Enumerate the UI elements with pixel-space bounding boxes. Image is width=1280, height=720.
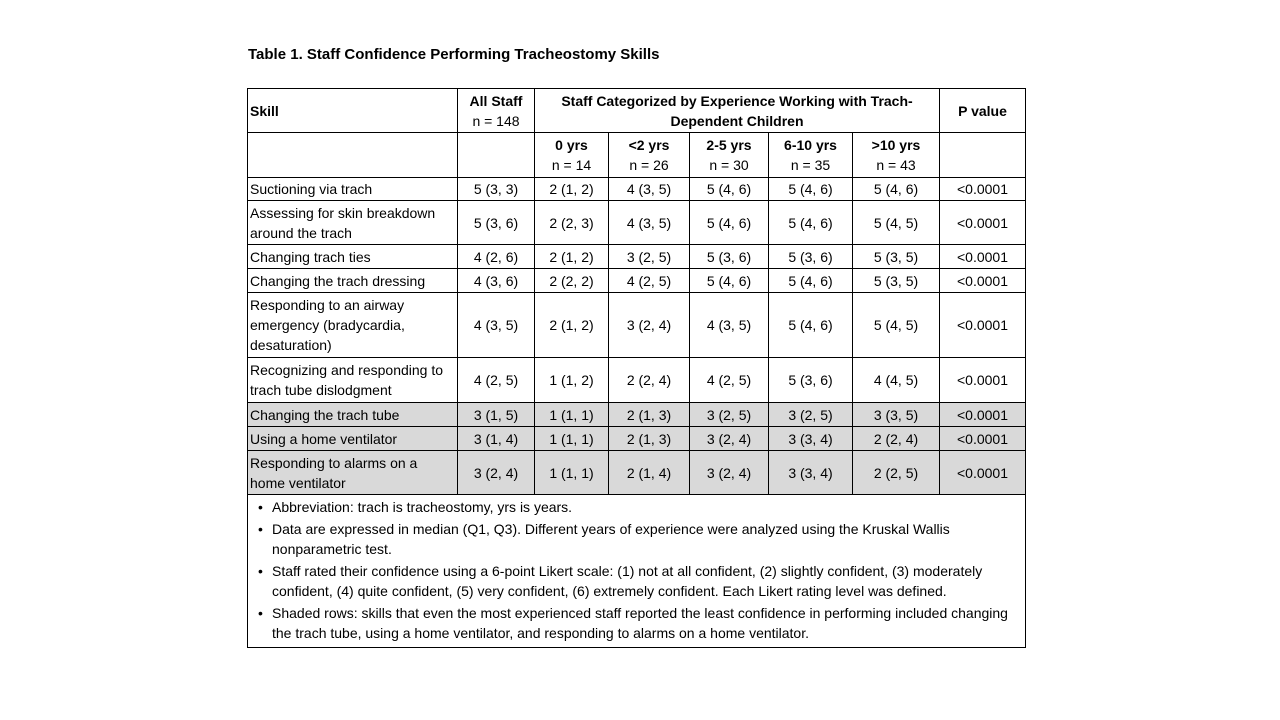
- group-gt10yrs-cell: 4 (4, 5): [853, 358, 940, 403]
- notes-list: [256, 497, 1021, 643]
- group-label: 0 yrs: [555, 137, 588, 153]
- header-group-6-10yrs: [769, 133, 853, 178]
- group-0yrs-cell: 1 (1, 2): [535, 358, 609, 403]
- all-staff-cell: 4 (3, 5): [458, 293, 535, 358]
- table-row: [248, 245, 1026, 269]
- note-text: Abbreviation: trach is tracheostomy, yrs is years.: [272, 499, 573, 515]
- bullet-icon: •: [258, 563, 263, 579]
- group-0yrs-cell: 2 (2, 2): [535, 269, 609, 293]
- group-lt2yrs-cell: 3 (2, 4): [609, 293, 690, 358]
- group-0yrs-cell: 2 (1, 2): [535, 293, 609, 358]
- group-6-10yrs-cell: 3 (3, 4): [769, 451, 853, 495]
- note-text: Data are expressed in median (Q1, Q3). Different years of experience were analyzed using the Kruskal Wallis nonparametric test.: [272, 521, 950, 557]
- group-lt2yrs-cell: 4 (3, 5): [609, 178, 690, 201]
- skill-cell: Responding to alarms on a home ventilator: [248, 451, 458, 495]
- group-gt10yrs-cell: 5 (4, 5): [853, 293, 940, 358]
- group-n: n = 35: [790, 157, 831, 173]
- skill-cell: Assessing for skin breakdown around the trach: [248, 201, 458, 245]
- group-2-5yrs-cell: 3 (2, 4): [690, 427, 769, 451]
- group-lt2yrs-cell: 3 (2, 5): [609, 245, 690, 269]
- p-value-cell: <0.0001: [940, 403, 1026, 427]
- group-2-5yrs-cell: 5 (3, 6): [690, 245, 769, 269]
- header-all-staff-label: All Staff: [469, 92, 523, 109]
- table-row: [248, 269, 1026, 293]
- all-staff-cell: 3 (2, 4): [458, 451, 535, 495]
- group-2-5yrs-cell: 5 (4, 6): [690, 269, 769, 293]
- header-all-staff: [458, 89, 535, 133]
- note-text: Shaded rows: skills that even the most experienced staff reported the least confidence in performing included changing the trach tube, using a home ventilator, and responding to alarms on a home ventilator.: [272, 605, 1008, 641]
- p-value-cell: <0.0001: [940, 178, 1026, 201]
- note-item: [256, 603, 1021, 643]
- note-text: Staff rated their confidence using a 6-point Likert scale: (1) not at all confident, (2) slightly confident, (3) moderately confident, (4) quite confident, (5) very confident, (6) extremely confident. Each Likert rating level was defined.: [272, 563, 983, 599]
- table-caption: Table 1. Staff Confidence Performing Tracheostomy Skills: [248, 46, 660, 63]
- group-6-10yrs-cell: 5 (4, 6): [769, 178, 853, 201]
- bullet-icon: •: [258, 605, 263, 621]
- group-6-10yrs-cell: 5 (4, 6): [769, 269, 853, 293]
- p-value-cell: <0.0001: [940, 358, 1026, 403]
- group-gt10yrs-cell: 5 (4, 5): [853, 201, 940, 245]
- table-row: [248, 358, 1026, 403]
- header-p-value: P value: [940, 89, 1026, 133]
- header-empty-cell: [458, 133, 535, 178]
- header-experience-group: Staff Categorized by Experience Working with Trach-Dependent Children: [535, 89, 940, 133]
- group-label: 6-10 yrs: [784, 137, 837, 153]
- all-staff-cell: 5 (3, 3): [458, 178, 535, 201]
- p-value-cell: <0.0001: [940, 269, 1026, 293]
- group-2-5yrs-cell: 4 (2, 5): [690, 358, 769, 403]
- skill-cell: Responding to an airway emergency (bradycardia, desaturation): [248, 293, 458, 358]
- group-lt2yrs-cell: 4 (3, 5): [609, 201, 690, 245]
- group-n: n = 43: [876, 157, 916, 173]
- all-staff-cell: 3 (1, 4): [458, 427, 535, 451]
- table-notes: [248, 495, 1026, 648]
- group-6-10yrs-cell: 3 (3, 4): [769, 427, 853, 451]
- skill-cell: Using a home ventilator: [248, 427, 458, 451]
- skill-cell: Recognizing and responding to trach tube dislodgment: [248, 358, 458, 403]
- group-n: n = 26: [629, 157, 669, 173]
- group-gt10yrs-cell: 3 (3, 5): [853, 403, 940, 427]
- header-skill: Skill: [248, 89, 458, 133]
- group-lt2yrs-cell: 2 (1, 3): [609, 427, 690, 451]
- note-item: [256, 561, 1021, 601]
- bullet-icon: •: [258, 521, 263, 537]
- table-row: [248, 201, 1026, 245]
- group-label: 2-5 yrs: [706, 137, 752, 153]
- group-2-5yrs-cell: 3 (2, 5): [690, 403, 769, 427]
- table-row: [248, 293, 1026, 358]
- all-staff-cell: 5 (3, 6): [458, 201, 535, 245]
- all-staff-cell: 3 (1, 5): [458, 403, 535, 427]
- group-label: <2 yrs: [628, 137, 670, 153]
- note-item: [256, 519, 1021, 559]
- group-n: n = 14: [551, 157, 592, 173]
- group-6-10yrs-cell: 5 (4, 6): [769, 201, 853, 245]
- group-0yrs-cell: 2 (2, 3): [535, 201, 609, 245]
- skill-cell: Suctioning via trach: [248, 178, 458, 201]
- skill-cell: Changing trach ties: [248, 245, 458, 269]
- group-lt2yrs-cell: 2 (2, 4): [609, 358, 690, 403]
- group-0yrs-cell: 1 (1, 1): [535, 403, 609, 427]
- notes-row: [248, 495, 1026, 648]
- group-lt2yrs-cell: 2 (1, 4): [609, 451, 690, 495]
- group-2-5yrs-cell: 4 (3, 5): [690, 293, 769, 358]
- header-group-2-5yrs: [690, 133, 769, 178]
- table-row-shaded: [248, 451, 1026, 495]
- group-6-10yrs-cell: 5 (3, 6): [769, 358, 853, 403]
- header-group-gt10yrs: [853, 133, 940, 178]
- group-n: n = 30: [709, 157, 749, 173]
- p-value-cell: <0.0001: [940, 451, 1026, 495]
- skill-cell: Changing the trach dressing: [248, 269, 458, 293]
- header-row-1: [248, 89, 1026, 133]
- group-2-5yrs-cell: 5 (4, 6): [690, 178, 769, 201]
- group-2-5yrs-cell: 3 (2, 4): [690, 451, 769, 495]
- header-row-2: [248, 133, 1026, 178]
- p-value-cell: <0.0001: [940, 245, 1026, 269]
- p-value-cell: <0.0001: [940, 201, 1026, 245]
- confidence-table: [247, 88, 1026, 648]
- p-value-cell: <0.0001: [940, 427, 1026, 451]
- group-0yrs-cell: 1 (1, 1): [535, 427, 609, 451]
- note-item: [256, 497, 1021, 517]
- group-2-5yrs-cell: 5 (4, 6): [690, 201, 769, 245]
- p-value-cell: <0.0001: [940, 293, 1026, 358]
- table-row-shaded: [248, 403, 1026, 427]
- group-0yrs-cell: 2 (1, 2): [535, 245, 609, 269]
- group-label: >10 yrs: [871, 137, 921, 153]
- all-staff-cell: 4 (3, 6): [458, 269, 535, 293]
- header-empty-cell: [940, 133, 1026, 178]
- table-row: [248, 178, 1026, 201]
- group-6-10yrs-cell: 5 (4, 6): [769, 293, 853, 358]
- header-group-0yrs: [535, 133, 609, 178]
- group-6-10yrs-cell: 3 (2, 5): [769, 403, 853, 427]
- bullet-icon: •: [258, 499, 263, 515]
- group-lt2yrs-cell: 2 (1, 3): [609, 403, 690, 427]
- skill-cell: Changing the trach tube: [248, 403, 458, 427]
- group-0yrs-cell: 2 (1, 2): [535, 178, 609, 201]
- group-gt10yrs-cell: 5 (4, 6): [853, 178, 940, 201]
- group-gt10yrs-cell: 2 (2, 5): [853, 451, 940, 495]
- group-gt10yrs-cell: 5 (3, 5): [853, 245, 940, 269]
- header-empty-cell: [248, 133, 458, 178]
- all-staff-cell: 4 (2, 6): [458, 245, 535, 269]
- header-group-lt2yrs: [609, 133, 690, 178]
- all-staff-cell: 4 (2, 5): [458, 358, 535, 403]
- group-6-10yrs-cell: 5 (3, 6): [769, 245, 853, 269]
- group-gt10yrs-cell: 5 (3, 5): [853, 269, 940, 293]
- header-all-staff-n: n = 148: [472, 112, 520, 129]
- group-gt10yrs-cell: 2 (2, 4): [853, 427, 940, 451]
- table-row-shaded: [248, 427, 1026, 451]
- group-0yrs-cell: 1 (1, 1): [535, 451, 609, 495]
- group-lt2yrs-cell: 4 (2, 5): [609, 269, 690, 293]
